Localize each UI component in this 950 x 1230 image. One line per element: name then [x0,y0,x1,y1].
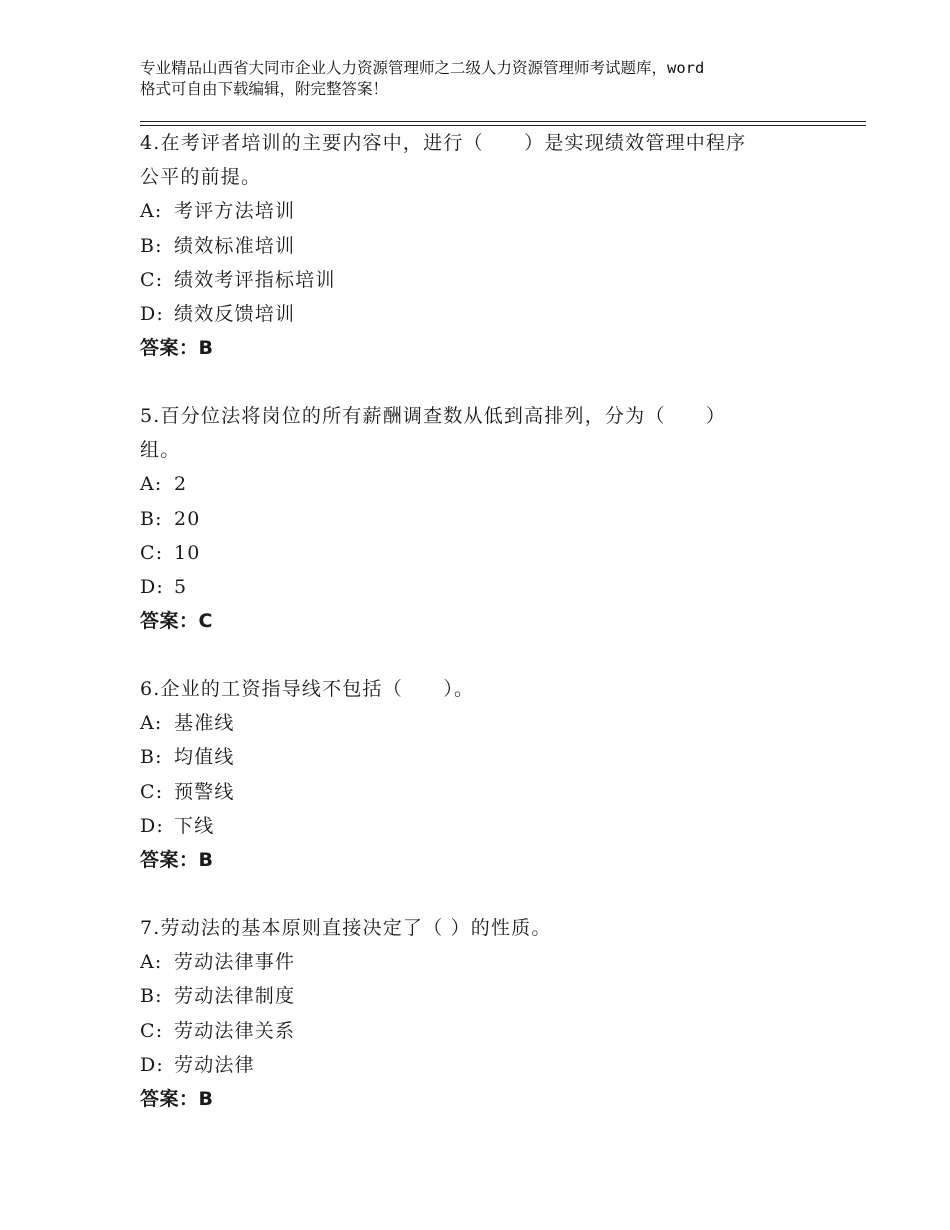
answer-line [140,843,840,877]
option-text: 5 [174,575,188,598]
option-b [140,502,840,536]
option-text: 绩效反馈培训 [174,302,296,325]
option-text: 劳动法律事件 [174,951,296,974]
option-letter: A: [140,200,163,223]
option-text: 10 [174,541,201,564]
question-stem-line: 组。 [140,439,181,462]
question-stem-line: 7.劳动法的基本原则直接决定了（ ）的性质。 [140,917,552,939]
option-a [140,945,840,979]
header-line-1: 专业精品山西省大同市企业人力资源管理师之二级人力资源管理师考试题库，word [140,59,705,77]
answer-value: C [198,610,213,633]
option-text: 2 [174,473,188,496]
option-c [140,1014,840,1048]
option-letter: C: [140,541,164,564]
option-text: 考评方法培训 [174,200,296,223]
answer-line [140,604,840,638]
option-text: 绩效标准培训 [174,234,296,257]
option-d [140,809,840,843]
option-c [140,263,840,297]
option-text: 劳动法律关系 [174,1019,296,1042]
option-b [140,740,840,774]
question-stem-line: 公平的前提。 [140,166,262,189]
option-letter: A: [140,712,163,735]
option-text: 基准线 [174,712,235,735]
option-letter: A: [140,951,163,974]
answer-label: 答案： [140,1087,199,1110]
question-block [140,672,840,877]
option-d [140,570,840,604]
option-text: 绩效考评指标培训 [174,268,336,291]
option-b [140,229,840,263]
answer-line [140,1082,840,1116]
header-line-2: 格式可自由下载编辑，附完整答案！ [140,80,389,98]
question-block [140,126,840,365]
option-text: 劳动法律 [174,1053,255,1076]
option-letter: B: [140,746,163,769]
option-letter: D: [140,575,165,598]
option-letter: C: [140,780,164,803]
option-letter: B: [140,507,163,530]
option-letter: C: [140,1019,164,1042]
option-d [140,297,840,331]
option-text: 均值线 [174,746,235,769]
option-letter: D: [140,302,165,325]
option-a [140,467,840,501]
option-d [140,1048,840,1082]
document-header [140,58,840,100]
question-block [140,911,840,1116]
option-letter: A: [140,473,163,496]
answer-value: B [198,848,214,871]
answer-label: 答案： [140,848,199,871]
option-letter: D: [140,1053,165,1076]
answer-value: B [198,337,214,360]
option-c [140,536,840,570]
question-stem-line: 5.百分位法将岗位的所有薪酬调查数从低到高排列，分为（ ） [140,405,727,427]
question-block [140,399,840,638]
option-text: 20 [174,507,201,530]
option-b [140,979,840,1013]
question-stem-line: 4.在考评者培训的主要内容中，进行（ ）是实现绩效管理中程序 [140,132,747,154]
option-text: 下线 [174,814,215,837]
option-text: 预警线 [174,780,235,803]
option-letter: D: [140,814,165,837]
option-c [140,775,840,809]
question-stem-line: 6.企业的工资指导线不包括（ ）。 [140,678,475,700]
option-a [140,706,840,740]
answer-value: B [198,1087,214,1110]
answer-label: 答案： [140,610,199,633]
header-divider-top [140,121,866,122]
option-letter: B: [140,234,163,257]
option-text: 劳动法律制度 [174,985,296,1008]
option-a [140,194,840,228]
answer-line [140,331,840,365]
option-letter: B: [140,985,163,1008]
option-letter: C: [140,268,164,291]
answer-label: 答案： [140,337,199,360]
